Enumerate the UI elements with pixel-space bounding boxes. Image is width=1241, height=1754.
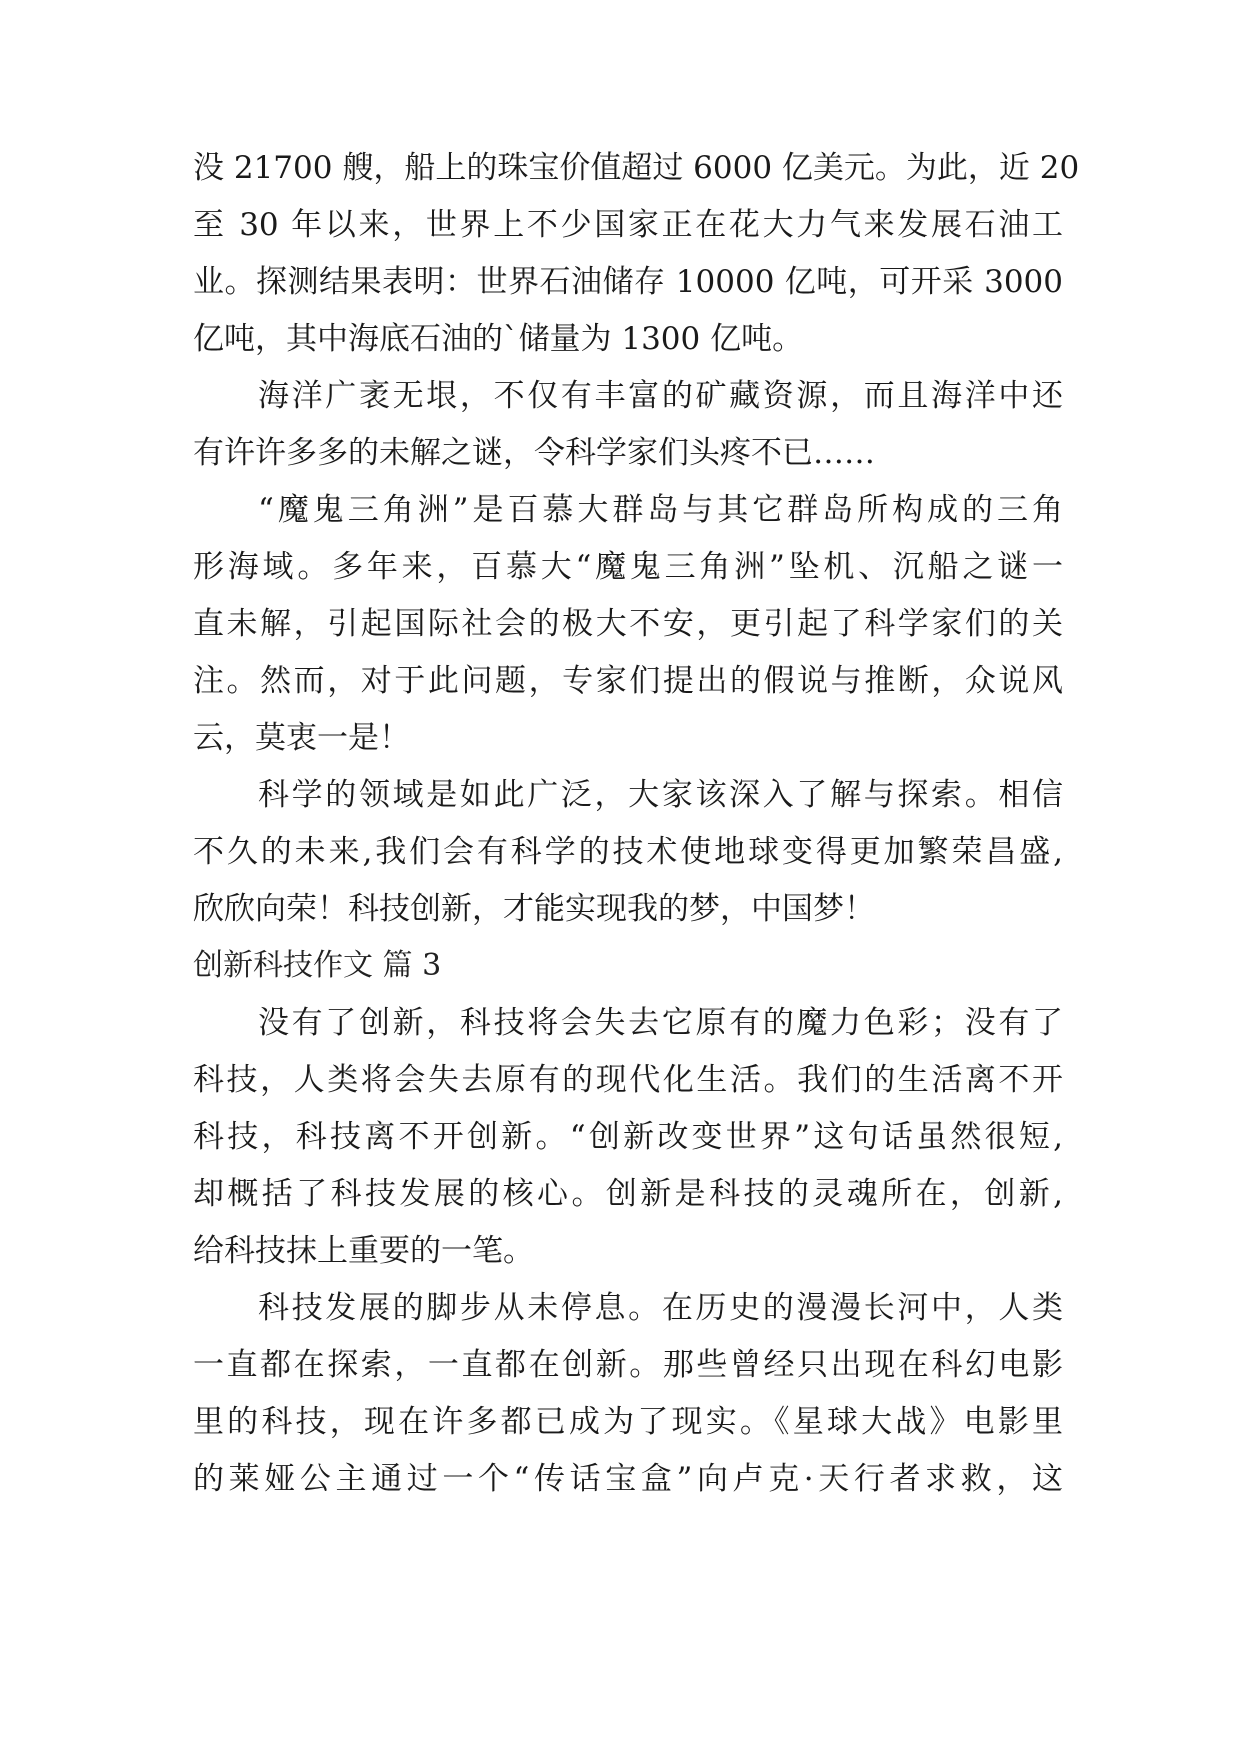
paragraph-first-line: 没有了创新，科技将会失去它原有的魔力色彩；没有了: [258, 1005, 1063, 1041]
paragraph-first-line: “魔鬼三角洲”是百慕大群岛与其它群岛所构成的三角: [258, 492, 1063, 528]
text-line: 没 21700 艘，船上的珠宝价值超过 6000 亿美元。为此，近 20: [193, 150, 1080, 186]
text-line: 亿吨，其中海底石油的`储量为 1300 亿吨。: [193, 321, 804, 357]
section-heading: 创新科技作文 篇 3: [193, 948, 442, 983]
text-line: 给科技抹上重要的一笔。: [193, 1233, 534, 1269]
text-line: 云，莫衷一是！: [193, 720, 410, 756]
text-line: 有许许多多的未解之谜，令科学家们头疼不已……: [193, 435, 875, 471]
text-line: 至 30 年以来，世界上不少国家正在花大力气来发展石油工: [193, 207, 1063, 243]
text-line: 业。探测结果表明：世界石油储存 10000 亿吨，可开采 3000: [193, 264, 1063, 300]
paragraph-first-line: 海洋广袤无垠，不仅有丰富的矿藏资源，而且海洋中还: [258, 378, 1063, 414]
paragraph-first-line: 科学的领域是如此广泛，大家该深入了解与探索。相信: [258, 777, 1063, 813]
text-line: 却概括了科技发展的核心。创新是科技的灵魂所在，创新,: [193, 1176, 1063, 1212]
text-line: 不久的未来,我们会有科学的技术使地球变得更加繁荣昌盛,: [193, 834, 1063, 870]
text-line: 里的科技，现在许多都已成为了现实。《星球大战》电影里: [193, 1404, 1063, 1440]
text-line: 形海域。多年来，百慕大“魔鬼三角洲”坠机、沉船之谜一: [193, 549, 1063, 585]
text-line: 科技，人类将会失去原有的现代化生活。我们的生活离不开: [193, 1062, 1063, 1098]
text-line: 注。然而，对于此问题，专家们提出的假说与推断，众说风: [193, 663, 1063, 699]
text-line: 的莱娅公主通过一个“传话宝盒”向卢克·天行者求救，这: [193, 1461, 1063, 1497]
paragraph-first-line: 科技发展的脚步从未停息。在历史的漫漫长河中，人类: [258, 1290, 1063, 1326]
text-line: 一直都在探索，一直都在创新。那些曾经只出现在科幻电影: [193, 1347, 1063, 1383]
text-line: 欣欣向荣！科技创新，才能实现我的梦，中国梦！: [193, 891, 875, 927]
text-line: 科技，科技离不开创新。“创新改变世界”这句话虽然很短,: [193, 1119, 1063, 1155]
text-line: 直未解，引起国际社会的极大不安，更引起了科学家们的关: [193, 606, 1063, 642]
